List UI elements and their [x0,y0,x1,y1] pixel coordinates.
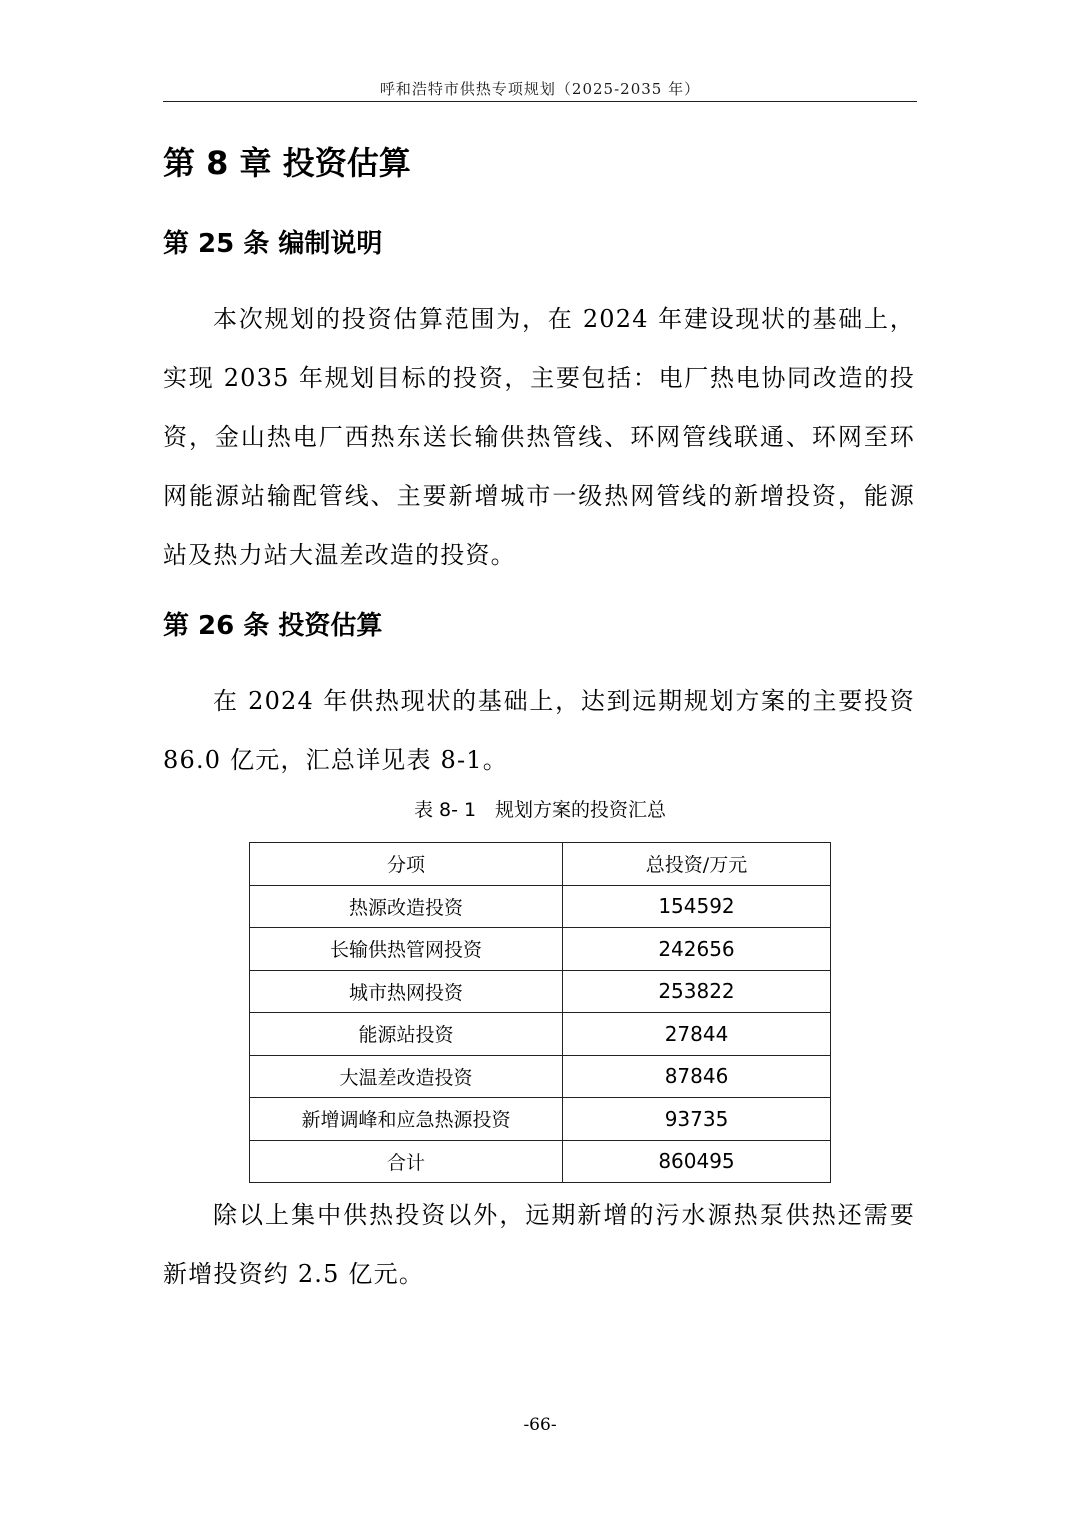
column-header-total: 总投资/万元 [563,843,831,886]
row-value: 27844 [563,1013,831,1056]
header-rule [163,101,917,102]
running-header: 呼和浩特市供热专项规划（2025-2035 年） [379,80,701,98]
table-total-row [250,1140,831,1183]
column-header-item: 分项 [250,843,563,886]
total-value: 860495 [563,1140,831,1183]
table-row [250,885,831,928]
chapter-title: 第 8 章 投资估算 [163,144,411,182]
row-value: 93735 [563,1098,831,1141]
row-value: 253822 [563,970,831,1013]
row-item: 能源站投资 [250,1013,563,1056]
total-label: 合计 [250,1140,563,1183]
page-number: -66- [523,1415,557,1435]
closing-paragraph: 除以上集中供热投资以外，远期新增的污水源热泵供热还需要新增投资约 2.5 亿元。 [163,1201,915,1288]
table-row [250,1013,831,1056]
row-value: 242656 [563,928,831,971]
investment-table [249,842,831,1183]
table-caption: 表 8- 1 规划方案的投资汇总 [413,799,667,821]
table-row [250,1055,831,1098]
row-item: 长输供热管网投资 [250,928,563,971]
table-header-row [250,843,831,886]
row-item: 城市热网投资 [250,970,563,1013]
table-row [250,1098,831,1141]
row-item: 大温差改造投资 [250,1055,563,1098]
row-value: 87846 [563,1055,831,1098]
table-row [250,928,831,971]
table-row [250,970,831,1013]
row-value: 154592 [563,885,831,928]
article-26-title: 第 26 条 投资估算 [163,611,383,641]
row-item: 热源改造投资 [250,885,563,928]
article-26-paragraph: 在 2024 年供热现状的基础上，达到远期规划方案的主要投资 86.0 亿元，汇总详见表 8-1。 [163,687,915,774]
article-25-paragraph: 本次规划的投资估算范围为，在 2024 年建设现状的基础上，实现 2035 年规划目标的投资，主要包括：电厂热电协同改造的投资，金山热电厂西热东送长输供热管线、环网管线联通、环网至环网能源站输配管线、主要新增城市一级热网管线的新增投资，能源站及热力站大温差改造的投资。 [163,305,915,569]
article-25-title: 第 25 条 编制说明 [163,229,383,259]
row-item: 新增调峰和应急热源投资 [250,1098,563,1141]
